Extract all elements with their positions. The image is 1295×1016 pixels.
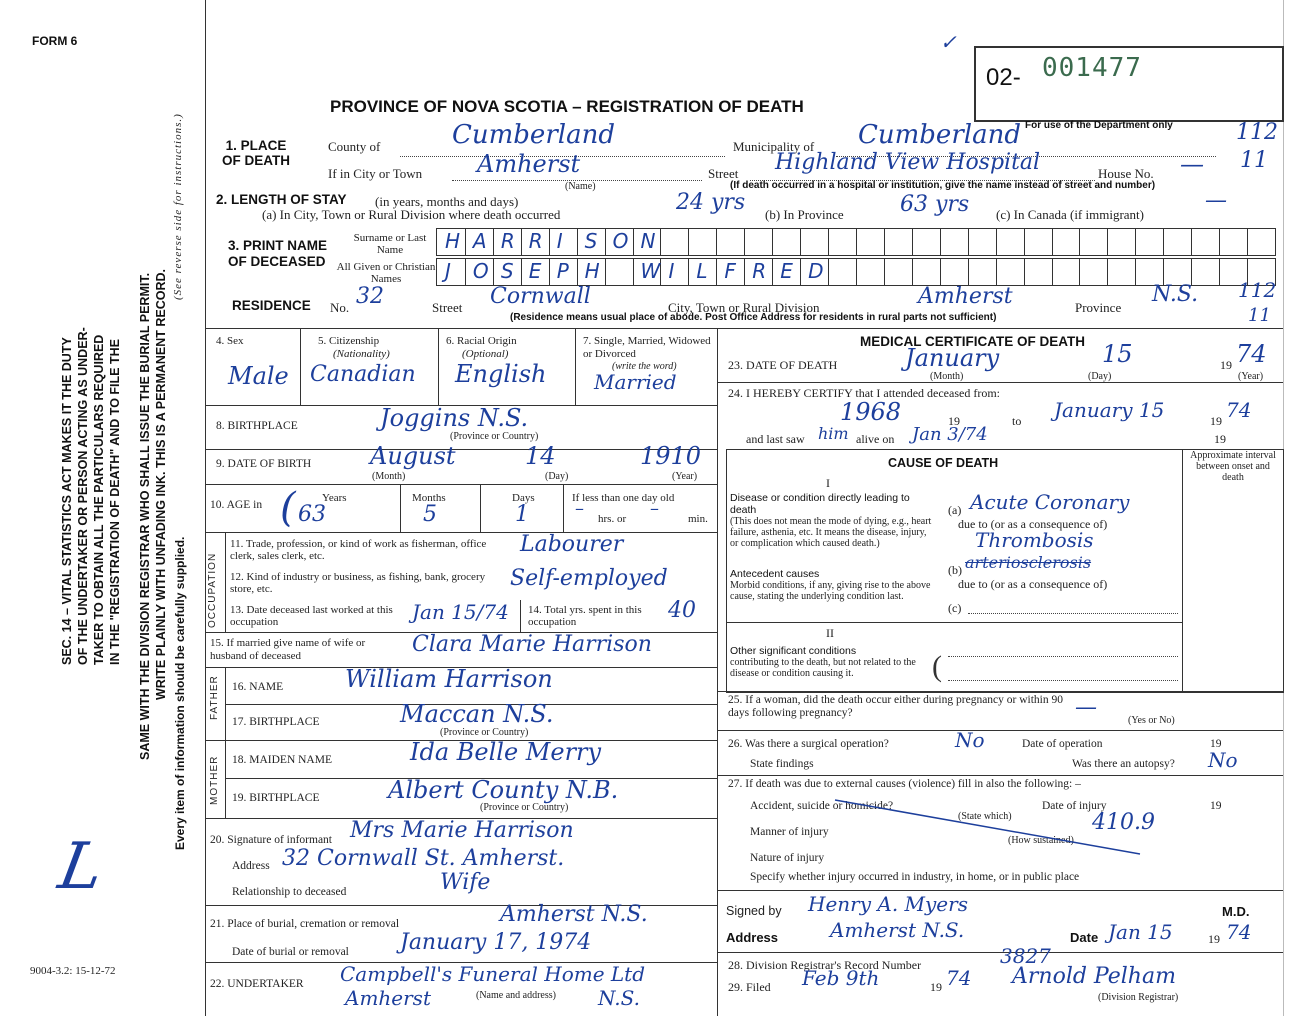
length-of-stay-unit-note: (in years, months and days)	[375, 194, 519, 209]
to-label: to	[1012, 414, 1022, 428]
informant-signature: Mrs Marie Harrison	[350, 818, 574, 843]
registration-prefix: 02-	[986, 64, 1021, 91]
other-line-2	[948, 680, 1178, 681]
birthplace-caption: (Province or Country)	[450, 431, 539, 442]
age-bracket: (	[280, 485, 296, 531]
interval-heading: Approximate interval between onset and death	[1190, 450, 1276, 483]
stay-city-label: (a) In City, Town or Rural Division where death occurred	[262, 207, 561, 222]
citizenship-label: 5. Citizenship	[318, 335, 380, 347]
divider	[205, 532, 717, 533]
residence-note: (Residence means usual place of abode. Post Office Address for residents in rural parts not sufficient)	[510, 312, 997, 323]
years-value: 63	[298, 502, 326, 527]
letter-value: S	[584, 229, 598, 253]
date-of-death-label: 23. DATE OF DEATH	[728, 358, 838, 372]
side-instruction-line: SEC. 14 – VITAL STATISTICS ACT MAKES IT THE DUTY	[60, 337, 74, 665]
sign-date: Jan 15	[1108, 920, 1173, 944]
hrs-dash: –	[575, 498, 584, 519]
residence-province-label: Province	[1075, 300, 1122, 315]
days-value: 1	[515, 502, 529, 527]
length-of-stay-label: 2. LENGTH OF STAY	[216, 192, 347, 207]
stay-province-label: (b) In Province	[765, 207, 844, 222]
section-27-strike-line	[830, 792, 1150, 862]
letter-value: S	[500, 259, 514, 283]
letter-box	[1219, 229, 1248, 255]
citizenship-sub: (Nationality)	[333, 348, 390, 360]
operation-year-prefix: 19	[1210, 738, 1222, 750]
stay-canada-label: (c) In Canada (if immigrant)	[996, 207, 1144, 222]
letter-box	[912, 229, 941, 255]
relationship-label: Relationship to deceased	[232, 886, 347, 898]
total-years-value: 40	[668, 598, 696, 623]
divider	[300, 328, 301, 405]
total-years-label: 14. Total yrs. spent in this occupation	[528, 604, 642, 628]
industry-label: 12. Kind of industry or business, as fishing, bank, grocery store, etc.	[230, 571, 486, 595]
county-value: Cumberland	[452, 120, 615, 150]
stay-canada-value: —	[1205, 188, 1227, 213]
last-saw-label: and last saw	[746, 432, 805, 446]
occupation-side-label: OCCUPATION	[207, 552, 218, 628]
letter-box	[716, 229, 745, 255]
last-saw-date: Jan 3/74	[912, 424, 988, 445]
racial-origin-sub: (Optional)	[462, 348, 509, 360]
print-name-label: 3. PRINT NAME	[228, 238, 328, 253]
months-value: 5	[423, 502, 437, 527]
registration-number: 001477	[1042, 53, 1142, 83]
attended-to: January 15	[1054, 398, 1165, 422]
alive-on-label: alive on	[856, 432, 895, 446]
cause-a-value: Acute Coronary	[970, 490, 1130, 514]
letter-value: L	[696, 259, 708, 283]
undertaker-city: Amherst	[345, 986, 431, 1010]
municipality-value: Cumberland	[858, 120, 1021, 150]
divider	[480, 484, 481, 532]
physician-signature: Henry A. Myers	[808, 892, 968, 916]
letter-box	[1191, 229, 1220, 255]
spouse-label: 15. If married give name of wife or husband of deceased	[210, 637, 366, 662]
house-label: House No.	[1098, 166, 1154, 181]
letter-box	[1079, 229, 1108, 255]
age-label: 10. AGE in	[210, 499, 263, 511]
left-frame-line	[205, 0, 206, 1016]
cause-b-label: (b)	[948, 563, 962, 577]
dod-day: 15	[1102, 340, 1133, 368]
stay-city-value: 24 yrs	[676, 190, 746, 215]
marital-value: Married	[594, 370, 677, 394]
letter-box	[660, 259, 689, 285]
letter-box	[968, 229, 997, 255]
informant-address-label: Address	[232, 860, 270, 872]
last-saw-year-prefix: 19	[1214, 432, 1226, 446]
father-birthplace: Maccan N.S.	[400, 700, 554, 728]
injury-year-prefix: 19	[1210, 800, 1222, 812]
autopsy-answer: No	[1208, 748, 1238, 772]
place-of-death-label	[216, 138, 296, 168]
side-instruction-line: OF THE UNDERTAKER OR PERSON ACTING AS UNDER-	[76, 327, 90, 665]
antecedent-label: Antecedent causes	[730, 568, 820, 580]
burial-date-label: Date of burial or removal	[232, 946, 349, 958]
marital-sub: (write the word)	[612, 361, 677, 372]
cause-a-value-2: Thrombosis	[975, 528, 1094, 552]
sign-date-label: Date	[1070, 930, 1099, 945]
letter-box	[660, 229, 689, 255]
dob-label: 9. DATE OF BIRTH	[216, 458, 312, 470]
letter-value: R	[500, 229, 515, 253]
due-to-label-b: due to (or as a consequence of)	[958, 577, 1108, 591]
letter-value: R	[528, 229, 543, 253]
birthplace-value: Joggins N.S.	[380, 404, 529, 432]
letter-box	[437, 259, 466, 285]
registrar-caption: (Division Registrar)	[1098, 992, 1179, 1003]
cause-of-death-heading: CAUSE OF DEATH	[888, 456, 999, 470]
mother-side-label: MOTHER	[209, 755, 220, 805]
letter-box	[800, 229, 829, 255]
racial-origin-value: English	[455, 360, 547, 388]
letter-box	[828, 229, 857, 255]
letter-value: O	[472, 259, 489, 283]
father-side-label: FATHER	[209, 675, 220, 720]
divider	[438, 328, 439, 405]
letter-box	[996, 259, 1025, 285]
antecedent-note: Morbid conditions, if any, giving rise to the above cause, stating the underlying condition last.	[730, 580, 931, 602]
side-instruction-line: TAKER TO OBTAIN ALL THE PARTICULARS REQUIRED	[92, 334, 106, 665]
form-number-label: FORM 6	[32, 34, 78, 48]
mother-birthplace-label: 19. BIRTHPLACE	[232, 792, 320, 804]
side-instruction-line: WRITE PLAINLY WITH UNFADING INK. THIS IS A PERMANENT RECORD.	[154, 268, 168, 700]
street-label: Street	[708, 166, 739, 181]
letter-value: N	[640, 229, 656, 253]
place-of-death-label-text: 1. PLACE OF DEATH	[222, 138, 290, 168]
citizenship-value: Canadian	[310, 362, 416, 387]
residence-street-label: Street	[432, 300, 463, 315]
column-divider	[717, 328, 718, 1016]
given-names-label: All Given or Christian Names	[336, 261, 436, 285]
divider	[726, 622, 1182, 623]
informant-signature-label: 20. Signature of informant	[210, 834, 333, 846]
dod-month: January	[905, 344, 1000, 372]
sex-label: 4. Sex	[216, 335, 244, 347]
letter-value: F	[724, 259, 736, 283]
residence-no: 32	[356, 284, 384, 309]
letter-value: W	[640, 259, 661, 283]
bracket: (	[932, 650, 942, 683]
physician-address: Amherst N.S.	[830, 918, 965, 942]
letter-box	[856, 259, 885, 285]
letter-box	[1079, 259, 1108, 285]
registrar-record-number: 3827	[1000, 944, 1051, 968]
city-label: If in City or Town	[328, 166, 423, 181]
attendance-label: 24. I HEREBY CERTIFY that I attended deceased from:	[728, 386, 1000, 400]
sex-value: Male	[228, 362, 289, 390]
letter-box	[884, 229, 913, 255]
letter-box	[1052, 259, 1081, 285]
letter-value: P	[556, 259, 569, 283]
signed-by-label: Signed by	[726, 904, 782, 918]
part-two-label: II	[826, 626, 834, 640]
letter-value: H	[584, 259, 600, 283]
days-label: Days	[512, 492, 535, 504]
cause-c-label: (c)	[948, 601, 962, 615]
marital-label: 7. Single, Married, Widowed or Divorced	[583, 335, 711, 360]
last-worked-label: 13. Date deceased last worked at this occupation	[230, 604, 393, 628]
letter-value: O	[612, 229, 629, 253]
burial-date: January 17, 1974	[400, 930, 592, 955]
undertaker-value: Campbell's Funeral Home Ltd	[340, 962, 646, 986]
operation-date-label: Date of operation	[1022, 738, 1103, 750]
letter-box	[1107, 259, 1136, 285]
divider	[1182, 449, 1183, 691]
divider	[225, 532, 226, 632]
letter-box	[1135, 229, 1164, 255]
attended-from-year: 19	[948, 414, 960, 428]
side-instruction-line: IN THE "REGISTRATION OF DEATH" AND TO FILE THE	[108, 339, 122, 665]
department-use-note: For use of the Department only	[1025, 120, 1173, 131]
hrs-label: hrs. or	[598, 513, 627, 525]
spouse-value: Clara Marie Harrison	[412, 632, 652, 657]
divider	[717, 775, 1283, 776]
external-causes-question: 27. If death was due to external causes (violence) fill in also the following: –	[728, 778, 1081, 790]
house-value: —	[1180, 150, 1204, 178]
attended-to-year-prefix: 19	[1210, 414, 1222, 428]
letter-value: I	[556, 229, 563, 253]
residence-code: 112	[1238, 278, 1277, 302]
house-code: 11	[1240, 148, 1268, 173]
letter-box	[940, 259, 969, 285]
day-caption: (Day)	[545, 471, 569, 482]
burial-place: Amherst N.S.	[500, 902, 648, 927]
divider	[717, 691, 1283, 692]
cause-c-line	[968, 613, 1178, 614]
residence-city: Amherst	[918, 284, 1013, 309]
side-instruction-line: SAME WITH THE DIVISION REGISTRAR WHO SHALL ISSUE THE BURIAL PERMIT.	[138, 272, 152, 760]
letter-box	[549, 229, 578, 255]
side-reverse-note: (See reverse side for instructions.)	[172, 113, 184, 300]
letter-value: E	[528, 259, 542, 283]
surname-letter-boxes	[436, 228, 1276, 256]
registrar-record-label: 28. Division Registrar's Record Number	[728, 958, 922, 972]
last-saw-who: him	[818, 424, 849, 443]
name-caption: (Name)	[565, 181, 596, 192]
letter-value: R	[752, 259, 767, 283]
hospital-note: (If death occurred in a hospital or institution, give the name instead of street and number)	[730, 180, 1156, 191]
residence-street: Cornwall	[490, 284, 591, 309]
min-dash: –	[650, 498, 659, 519]
medical-certificate-heading: MEDICAL CERTIFICATE OF DEATH	[860, 334, 1085, 349]
letter-value: A	[472, 229, 487, 253]
given-names-letter-boxes	[436, 258, 1276, 286]
letter-box	[968, 259, 997, 285]
other-line-1	[948, 656, 1178, 657]
mother-maiden-label: 18. MAIDEN NAME	[232, 754, 332, 766]
cause-a-label: (a)	[948, 503, 962, 517]
autopsy-label: Was there an autopsy?	[1072, 758, 1175, 770]
other-conditions-label: Other significant conditions	[730, 645, 857, 657]
letter-box	[1107, 229, 1136, 255]
filed-label: 29. Filed	[728, 980, 771, 994]
month-caption: (Month)	[372, 471, 406, 482]
letter-value: H	[445, 229, 461, 253]
trade-value: Labourer	[520, 532, 624, 557]
surgery-question: 26. Was there a surgical operation?	[728, 738, 889, 750]
divider	[205, 328, 1283, 329]
residence-no-label: No.	[330, 300, 350, 315]
letter-box	[1247, 229, 1276, 255]
attended-from: 1968	[840, 398, 902, 426]
relationship-value: Wife	[440, 870, 491, 895]
form-title: PROVINCE OF NOVA SCOTIA – REGISTRATION OF DEATH	[330, 97, 804, 116]
father-name-label: 16. NAME	[232, 681, 284, 693]
direct-cause-note: (This does not mean the mode of dying, e.g., heart failure, asthenia, etc. It means the disease, injury, or complication which caused death.)	[730, 516, 932, 549]
letter-box	[1052, 229, 1081, 255]
years-label: Years	[322, 492, 347, 504]
dob-month: August	[370, 442, 456, 470]
letter-box	[856, 229, 885, 255]
divider	[717, 890, 1283, 891]
municipality-label: Municipality of	[733, 139, 815, 154]
form-code-footer: 9004-3.2: 15-12-72	[30, 965, 116, 977]
letter-box	[772, 229, 801, 255]
residence-city-label: City, Town or Rural Division	[668, 300, 820, 315]
dod-day-caption: (Day)	[1088, 371, 1112, 382]
mother-maiden-name: Ida Belle Merry	[410, 738, 602, 766]
letter-box	[744, 229, 773, 255]
undertaker-caption: (Name and address)	[476, 990, 556, 1001]
trade-label: 11. Trade, profession, or kind of work as fisherman, office clerk, sales clerk, etc.	[230, 538, 487, 562]
side-every-item-note: Every item of information should be carefully supplied.	[173, 536, 187, 850]
attended-to-year: 74	[1226, 398, 1252, 422]
state-which-caption: (State which)	[958, 811, 1012, 822]
surname-label: Surname or Last Name	[353, 232, 427, 256]
divider	[225, 740, 226, 818]
letter-box	[605, 259, 634, 285]
print-name-label-2: OF DECEASED	[228, 254, 326, 269]
dod-year-prefix: 19	[1220, 358, 1232, 372]
letter-box	[996, 229, 1025, 255]
municipality-code: 112	[1236, 120, 1278, 145]
registrar-signature: Arnold Pelham	[1012, 964, 1176, 989]
residence-province: N.S.	[1152, 282, 1199, 307]
letter-value: E	[780, 259, 793, 283]
sign-year: 74	[1226, 920, 1252, 944]
letter-box	[828, 259, 857, 285]
hospital-value: Highland View Hospital	[775, 150, 1041, 175]
letter-box	[940, 229, 969, 255]
nature-label: Nature of injury	[750, 852, 825, 864]
last-worked-value: Jan 15/74	[412, 600, 509, 624]
registration-number-box	[974, 46, 1284, 122]
dod-year: 74	[1236, 340, 1267, 368]
physician-address-label: Address	[726, 930, 779, 945]
under-day-label: If less than one day old	[572, 492, 675, 504]
divider	[563, 484, 564, 532]
specify-label: Specify whether injury occurred in industry, in home, or in public place	[750, 871, 1080, 883]
part-one-label: I	[826, 476, 830, 490]
pregnancy-question: 25. If a woman, did the death occur either during pregnancy or within 90 days following pregnancy?	[728, 694, 1063, 719]
mother-birthplace: Albert County N.B.	[388, 776, 619, 804]
manner-label: Manner of injury	[750, 826, 829, 838]
mother-birthplace-caption: (Province or Country)	[480, 802, 569, 813]
side-handwritten-mark: L	[53, 830, 110, 904]
father-birthplace-label: 17. BIRTHPLACE	[232, 716, 320, 728]
letter-box	[688, 229, 717, 255]
filed-date: Feb 9th	[802, 966, 880, 990]
dod-month-caption: (Month)	[930, 371, 964, 382]
letter-value: D	[808, 259, 824, 283]
father-name: William Harrison	[345, 665, 553, 693]
letter-box	[1024, 259, 1053, 285]
residence-code-2: 11	[1248, 305, 1271, 326]
city-value: Amherst	[477, 150, 581, 178]
surgery-answer: No	[955, 728, 985, 752]
divider	[717, 382, 1283, 383]
findings-label: State findings	[750, 758, 814, 770]
divider	[575, 328, 576, 405]
letter-box	[1163, 229, 1192, 255]
undertaker-province: N.S.	[598, 986, 640, 1010]
filed-year: 74	[946, 966, 972, 990]
industry-value: Self-employed	[510, 566, 668, 591]
letter-box	[884, 259, 913, 285]
how-sustained-caption: (How sustained)	[1008, 835, 1074, 846]
year-caption: (Year)	[672, 471, 698, 482]
stay-province-value: 63 yrs	[900, 192, 970, 217]
divider	[717, 730, 1283, 731]
dob-day: 14	[525, 442, 556, 470]
direct-cause-label: Disease or condition directly leading to death	[730, 492, 910, 516]
months-label: Months	[412, 492, 446, 504]
min-label: min.	[688, 513, 708, 525]
burial-place-label: 21. Place of burial, cremation or removal	[210, 918, 400, 930]
md-label: M.D.	[1222, 904, 1250, 919]
father-birthplace-caption: (Province or Country)	[440, 727, 529, 738]
cause-b-value: arteriosclerosis	[965, 553, 1092, 572]
dob-year: 1910	[640, 442, 702, 470]
accident-label: Accident, suicide or homicide?	[750, 800, 894, 812]
informant-address: 32 Cornwall St. Amherst.	[282, 846, 565, 871]
injury-date-label: Date of injury	[1042, 800, 1107, 812]
divider	[520, 600, 521, 632]
birthplace-label: 8. BIRTHPLACE	[216, 420, 298, 432]
residence-label: RESIDENCE	[232, 298, 311, 313]
due-to-label-a: due to (or as a consequence of)	[958, 517, 1108, 531]
pregnancy-strike: —	[1075, 695, 1097, 720]
dod-year-caption: (Year)	[1238, 371, 1264, 382]
sign-year-prefix: 19	[1208, 932, 1220, 946]
undertaker-label: 22. UNDERTAKER	[210, 978, 304, 990]
letter-box	[1024, 229, 1053, 255]
letter-value: I	[668, 259, 675, 283]
yes-no-caption: (Yes or No)	[1128, 715, 1175, 726]
check-mark-icon: ✓	[940, 30, 957, 54]
divider	[400, 484, 401, 532]
county-label: County of	[328, 139, 381, 154]
filed-year-prefix: 19	[930, 980, 942, 994]
letter-value: J	[445, 259, 451, 283]
racial-origin-label: 6. Racial Origin	[446, 335, 517, 347]
letter-box	[912, 259, 941, 285]
manner-code: 410.9	[1092, 810, 1155, 835]
other-conditions-note: contributing to the death, but not related to the disease or condition causing it.	[730, 657, 916, 679]
